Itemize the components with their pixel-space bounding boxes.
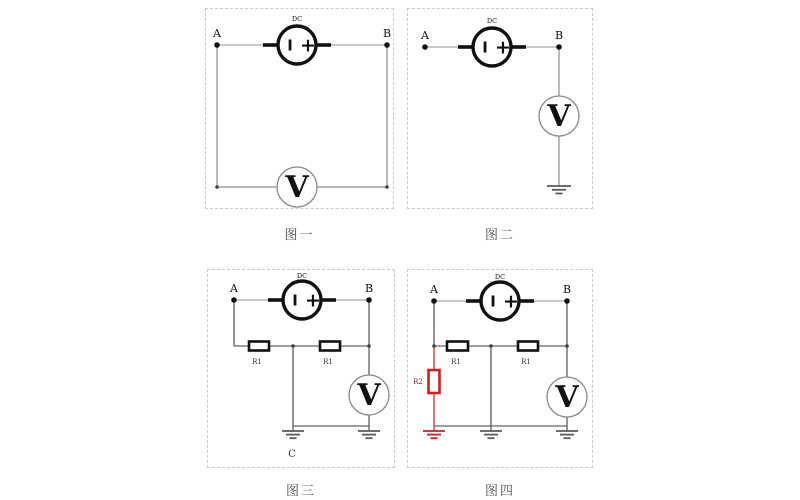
figure1-wires — [217, 45, 387, 187]
resistor-icon — [249, 342, 269, 351]
node-a-label: A — [230, 282, 238, 295]
node-b-dot — [556, 44, 562, 50]
source-dc-label: DC — [296, 272, 308, 280]
resistor-r1-right — [518, 342, 538, 367]
node-b-dot — [384, 42, 390, 48]
junction-dot — [565, 344, 569, 348]
dc-current-source — [466, 273, 534, 320]
figure3-circuit — [208, 270, 394, 467]
figure2-caption: 图二 — [484, 228, 515, 243]
ground-icon — [282, 431, 304, 438]
node-b-label: B — [382, 27, 392, 40]
node-a-label: A — [421, 29, 429, 42]
resistor-icon — [320, 342, 340, 351]
source-plus-label: + — [305, 289, 321, 312]
ground-icon — [547, 186, 571, 194]
source-plus-label: + — [300, 34, 316, 57]
node-a-dot — [422, 44, 428, 50]
junction-dot — [367, 344, 371, 348]
source-plus-label: + — [503, 290, 519, 313]
voltmeter-v-label: V — [555, 380, 579, 415]
resistor-r1-left — [249, 342, 269, 367]
source-dc-label: DC — [494, 273, 506, 281]
figure4-caption: 图四 — [484, 484, 515, 499]
node-a-label: A — [213, 27, 221, 40]
node-c-label: C — [288, 449, 296, 460]
junction-dot — [291, 344, 295, 348]
node-b-dot — [366, 297, 372, 303]
voltmeter-v-label: V — [285, 170, 309, 205]
source-i-label: I — [482, 38, 488, 57]
junction-dot — [215, 185, 219, 189]
node-a-dot — [214, 42, 220, 48]
node-b-label: B — [562, 283, 572, 296]
voltmeter — [349, 375, 389, 415]
junction-dot — [489, 344, 493, 348]
voltmeter-v-label: V — [357, 378, 381, 413]
resistor-r1-right — [320, 342, 340, 367]
resistor-r1-left — [447, 342, 468, 367]
resistor-label: R1 — [451, 358, 461, 366]
voltmeter — [539, 96, 579, 136]
source-i-label: I — [287, 36, 293, 55]
node-a-dot — [231, 297, 237, 303]
ground-icon — [556, 431, 578, 438]
figure4-panel — [407, 269, 593, 468]
figure3-caption: 图三 — [285, 484, 316, 499]
junction-dot — [385, 185, 389, 189]
node-b-dot — [564, 298, 570, 304]
source-plus-label: + — [495, 36, 511, 59]
figure3-panel — [207, 269, 395, 468]
ground-icon — [480, 431, 502, 438]
junction-dot — [432, 344, 436, 348]
dc-current-source — [458, 17, 526, 66]
resistor-r2-label: R2 — [413, 378, 423, 386]
voltmeter — [277, 167, 317, 207]
dc-current-source — [268, 272, 336, 319]
node-b-label: B — [364, 282, 374, 295]
figure2-circuit — [408, 9, 592, 208]
dc-current-source — [263, 15, 331, 64]
node-a-label: A — [430, 283, 438, 296]
resistor-label: R1 — [323, 358, 333, 366]
resistor-label: R1 — [521, 358, 531, 366]
resistor-icon — [447, 342, 468, 351]
resistor-icon — [518, 342, 538, 351]
figure4-circuit — [408, 270, 592, 467]
source-i-label: I — [490, 292, 496, 311]
figure2-panel — [407, 8, 593, 209]
figure1-circuit — [206, 9, 393, 208]
resistor-r2 — [413, 370, 439, 393]
ground-red-icon — [423, 431, 445, 438]
node-b-label: B — [554, 29, 564, 42]
figure1-panel — [205, 8, 394, 209]
source-dc-label: DC — [291, 15, 303, 23]
resistor-r2-icon — [429, 370, 440, 393]
resistor-label: R1 — [252, 358, 262, 366]
source-dc-label: DC — [486, 17, 498, 25]
voltmeter-v-label: V — [547, 99, 571, 134]
ground-icon — [358, 431, 380, 438]
voltmeter — [547, 377, 587, 417]
source-i-label: I — [292, 291, 298, 310]
node-a-dot — [431, 298, 437, 304]
figure1-caption: 图一 — [284, 228, 315, 243]
